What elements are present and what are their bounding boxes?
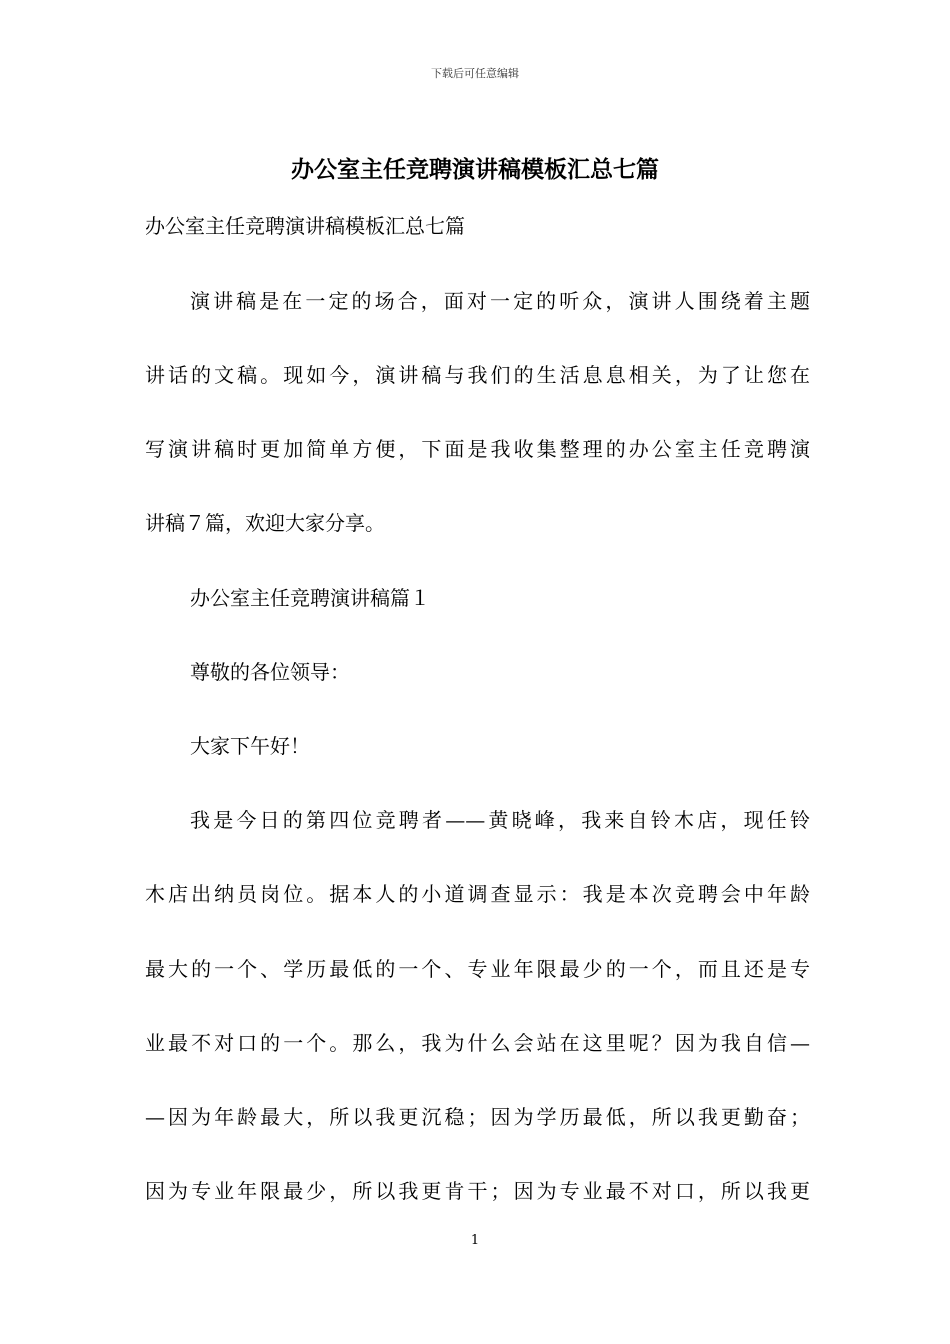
greeting-line: 大家下午好！ <box>190 734 310 758</box>
paragraph-line: 业最不对口的一个。那么，我为什么会站在这里呢？因为我自信— <box>145 1031 810 1055</box>
paragraph-line: 最大的一个、学历最低的一个、专业年限最少的一个，而且还是专 <box>145 957 810 981</box>
section-heading: 办公室主任竞聘演讲稿篇１ <box>190 586 430 610</box>
paragraph-line: 讲稿７篇，欢迎大家分享。 <box>145 511 385 535</box>
paragraph-line: 我是今日的第四位竞聘者——黄晓峰，我来自铃木店，现任铃 <box>190 808 810 832</box>
document-title: 办公室主任竞聘演讲稿模板汇总七篇 <box>291 156 659 183</box>
paragraph-line: —因为年龄最大，所以我更沉稳；因为学历最低，所以我更勤奋； <box>145 1105 810 1129</box>
subtitle-line: 办公室主任竞聘演讲稿模板汇总七篇 <box>145 214 465 238</box>
header-note: 下载后可任意编辑 <box>431 67 519 80</box>
paragraph-line: 因为专业年限最少，所以我更肯干；因为专业最不对口，所以我更 <box>145 1179 810 1203</box>
page-number: 1 <box>470 1233 480 1248</box>
paragraph-line: 讲话的文稿。现如今，演讲稿与我们的生活息息相关，为了让您在 <box>145 363 810 387</box>
salutation-line: 尊敬的各位领导： <box>190 660 350 684</box>
paragraph-line: 写演讲稿时更加简单方便，下面是我收集整理的办公室主任竞聘演 <box>145 437 810 461</box>
paragraph-line: 木店出纳员岗位。据本人的小道调查显示：我是本次竞聘会中年龄 <box>145 882 810 906</box>
paragraph-line: 演讲稿是在一定的场合，面对一定的听众，演讲人围绕着主题 <box>190 289 810 313</box>
